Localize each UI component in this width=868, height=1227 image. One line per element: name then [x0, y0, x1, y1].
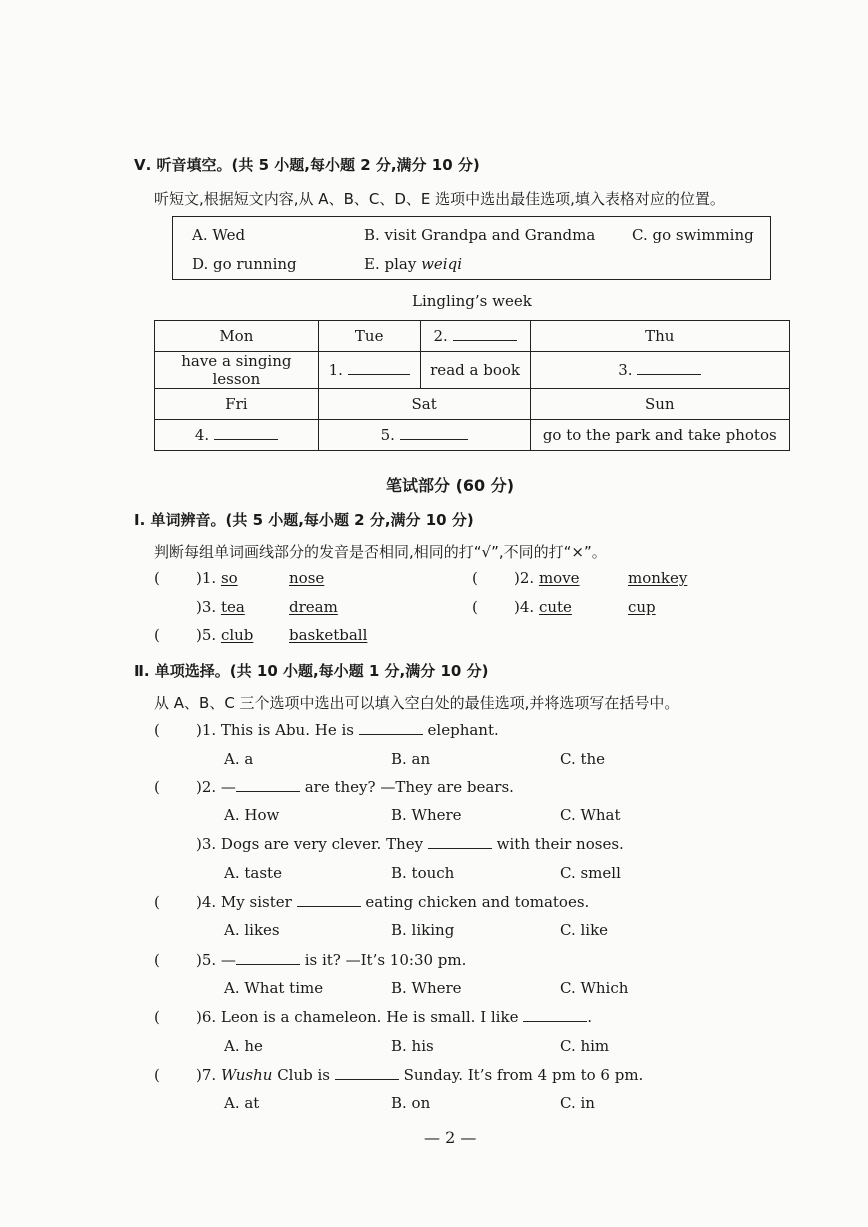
cell-thu: Thu — [530, 321, 790, 352]
phonics-num-2: )2. move — [514, 569, 580, 587]
cell-blank-2[interactable]: 2. — [420, 321, 530, 352]
q6-paren[interactable]: ( — [154, 1008, 160, 1026]
phonics-word-3: dream — [289, 598, 338, 616]
section1-instruction: 判断每组单词画线部分的发音是否相同,相同的打“√”,不同的打“×”。 — [154, 543, 607, 561]
phonics-paren-1[interactable]: ( — [154, 569, 160, 587]
table-title: Lingling’s week — [412, 292, 532, 310]
q3-stem: )3. Dogs are very clever. They with their noses. — [196, 835, 624, 853]
option-b: B. visit Grandpa and Grandma — [364, 226, 596, 244]
q6-option-b[interactable]: B. his — [391, 1037, 434, 1055]
q3-option-c[interactable]: C. smell — [560, 864, 621, 882]
phonics-num-3: )3. tea — [196, 598, 245, 616]
option-c: C. go swimming — [632, 226, 754, 244]
q5-option-c[interactable]: C. Which — [560, 979, 629, 997]
section1-title: Ⅰ. 单词辨音。(共 5 小题,每小题 2 分,满分 10 分) — [134, 511, 474, 529]
phonics-word-2: monkey — [628, 569, 688, 587]
cell-fri: Fri — [155, 389, 319, 420]
phonics-paren-2[interactable]: ( — [472, 569, 478, 587]
q1-stem: )1. This is Abu. He is elephant. — [196, 721, 499, 739]
option-d: D. go running — [192, 255, 297, 273]
phonics-num-1: )1. so — [196, 569, 238, 587]
cell-blank-1[interactable]: 1. — [318, 352, 420, 389]
phonics-paren-4[interactable]: ( — [472, 598, 478, 616]
week-table — [154, 320, 790, 451]
written-title: 笔试部分 (60 分) — [386, 476, 515, 495]
q1-option-c[interactable]: C. the — [560, 750, 606, 768]
cell-blank-4[interactable]: 4. — [155, 420, 319, 451]
q5-option-a[interactable]: A. What time — [224, 979, 324, 997]
q5-paren[interactable]: ( — [154, 951, 160, 969]
q6-option-a[interactable]: A. he — [224, 1037, 263, 1055]
q6-option-c[interactable]: C. him — [560, 1037, 610, 1055]
q2-option-b[interactable]: B. Where — [391, 806, 462, 824]
q4-option-a[interactable]: A. likes — [224, 921, 280, 939]
cell-blank-3[interactable]: 3. — [530, 352, 790, 389]
cell-read-book: read a book — [420, 352, 530, 389]
q4-option-c[interactable]: C. like — [560, 921, 609, 939]
q6-stem: )6. Leon is a chameleon. He is small. I like . — [196, 1008, 593, 1026]
q5-stem: )5. — is it? —It’s 10:30 pm. — [196, 951, 467, 969]
q5-option-b[interactable]: B. Where — [391, 979, 462, 997]
phonics-paren-5[interactable]: ( — [154, 626, 160, 644]
cell-blank-5[interactable]: 5. — [318, 420, 530, 451]
q7-option-b[interactable]: B. on — [391, 1094, 431, 1112]
cell-mon: Mon — [155, 321, 319, 352]
cell-sun: Sun — [530, 389, 790, 420]
q3-option-a[interactable]: A. taste — [224, 864, 282, 882]
q1-option-b[interactable]: B. an — [391, 750, 431, 768]
q4-option-b[interactable]: B. liking — [391, 921, 455, 939]
section2-instruction: 从 A、B、C 三个选项中选出可以填入空白处的最佳选项,并将选项写在括号中。 — [154, 694, 680, 712]
phonics-word-1: nose — [289, 569, 325, 587]
q2-option-c[interactable]: C. What — [560, 806, 621, 824]
q7-option-c[interactable]: C. in — [560, 1094, 595, 1112]
q7-paren[interactable]: ( — [154, 1066, 160, 1084]
phonics-word-4: cup — [628, 598, 656, 616]
section5-title: Ⅴ. 听音填空。(共 5 小题,每小题 2 分,满分 10 分) — [134, 156, 480, 174]
section2-title: Ⅱ. 单项选择。(共 10 小题,每小题 1 分,满分 10 分) — [134, 662, 489, 680]
q2-option-a[interactable]: A. How — [224, 806, 280, 824]
q1-paren[interactable]: ( — [154, 721, 160, 739]
q4-stem: )4. My sister eating chicken and tomatoes. — [196, 893, 590, 911]
page-number: — 2 — — [424, 1128, 477, 1147]
section5-instruction: 听短文,根据短文内容,从 A、B、C、D、E 选项中选出最佳选项,填入表格对应的位置。 — [154, 190, 725, 208]
q1-option-a[interactable]: A. a — [224, 750, 254, 768]
q2-stem: )2. — are they? —They are bears. — [196, 778, 514, 796]
q3-option-b[interactable]: B. touch — [391, 864, 455, 882]
cell-tue: Tue — [318, 321, 420, 352]
cell-singing: have a singing lesson — [155, 352, 319, 389]
q7-stem: )7. Wushu Club is Sunday. It’s from 4 pm to 6 pm. — [196, 1066, 644, 1084]
phonics-num-5: )5. club — [196, 626, 254, 644]
q4-paren[interactable]: ( — [154, 893, 160, 911]
option-e: E. play weiqi — [364, 255, 462, 273]
q7-option-a[interactable]: A. at — [224, 1094, 260, 1112]
cell-sat: Sat — [318, 389, 530, 420]
phonics-num-4: )4. cute — [514, 598, 572, 616]
q2-paren[interactable]: ( — [154, 778, 160, 796]
phonics-word-5: basketball — [289, 626, 368, 644]
option-a: A. Wed — [192, 226, 246, 244]
cell-park: go to the park and take photos — [530, 420, 790, 451]
